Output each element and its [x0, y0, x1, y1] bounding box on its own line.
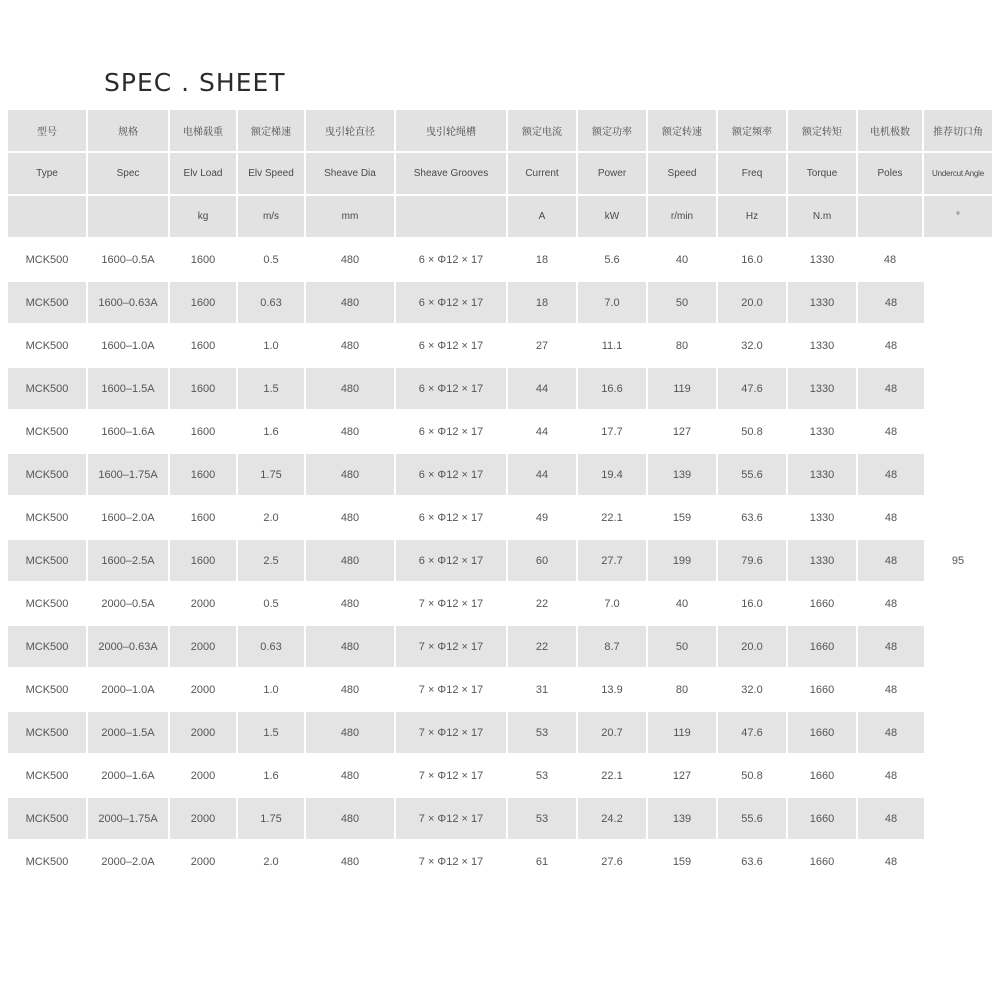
table-cell: MCK500	[8, 411, 88, 454]
table-cell: 2000	[170, 669, 238, 712]
table-cell: 60	[508, 540, 578, 583]
table-cell: 2.0	[238, 497, 306, 540]
table-cell: 47.6	[718, 712, 788, 755]
table-row	[8, 282, 992, 325]
table-cell: 2000	[170, 841, 238, 884]
table-cell: MCK500	[8, 368, 88, 411]
table-cell: 6 × Φ12 × 17	[396, 454, 508, 497]
table-row	[8, 540, 992, 583]
table-cell: 1600–0.5A	[88, 239, 170, 282]
table-cell: 20.0	[718, 626, 788, 669]
table-cell: 1600	[170, 454, 238, 497]
table-cell: 7 × Φ12 × 17	[396, 626, 508, 669]
header-cell-units	[858, 196, 924, 239]
header-cell-units: kg	[170, 196, 238, 239]
table-cell: 1330	[788, 540, 858, 583]
table-cell: MCK500	[8, 497, 88, 540]
header-cell-units: m/s	[238, 196, 306, 239]
table-cell: 139	[648, 798, 718, 841]
table-cell: 48	[858, 497, 924, 540]
table-cell: 31	[508, 669, 578, 712]
table-cell: 159	[648, 841, 718, 884]
table-cell: 24.2	[578, 798, 648, 841]
table-row	[8, 497, 992, 540]
table-cell: 17.7	[578, 411, 648, 454]
table-cell: 480	[306, 626, 396, 669]
header-cell-zh: 额定转速	[648, 110, 718, 153]
table-cell: 22.1	[578, 497, 648, 540]
table-cell: 79.6	[718, 540, 788, 583]
header-cell-units: °	[924, 196, 992, 239]
table-cell: 13.9	[578, 669, 648, 712]
table-cell: 48	[858, 669, 924, 712]
table-cell: 2000–1.75A	[88, 798, 170, 841]
table-cell: 0.5	[238, 239, 306, 282]
table-cell: 27	[508, 325, 578, 368]
header-cell-zh: 曳引轮直径	[306, 110, 396, 153]
table-cell: 480	[306, 239, 396, 282]
table-cell: 1600	[170, 239, 238, 282]
table-cell: MCK500	[8, 454, 88, 497]
table-cell: 1.5	[238, 368, 306, 411]
table-cell: 48	[858, 239, 924, 282]
header-cell-en: Elv Speed	[238, 153, 306, 196]
table-cell: 1660	[788, 712, 858, 755]
spec-table	[8, 110, 992, 884]
table-cell: 7 × Φ12 × 17	[396, 841, 508, 884]
table-cell: 50.8	[718, 755, 788, 798]
table-cell: 22.1	[578, 755, 648, 798]
table-cell: 48	[858, 368, 924, 411]
table-cell: 6 × Φ12 × 17	[396, 540, 508, 583]
table-cell: 480	[306, 411, 396, 454]
table-cell: 6 × Φ12 × 17	[396, 282, 508, 325]
table-cell: 480	[306, 798, 396, 841]
header-cell-zh: 电梯载重	[170, 110, 238, 153]
table-cell: 40	[648, 239, 718, 282]
table-cell: 44	[508, 411, 578, 454]
table-cell: 48	[858, 325, 924, 368]
table-cell: 22	[508, 583, 578, 626]
table-cell: 2000–0.63A	[88, 626, 170, 669]
header-cell-units	[8, 196, 88, 239]
table-cell: 20.7	[578, 712, 648, 755]
table-cell: 1330	[788, 497, 858, 540]
table-cell: 1600	[170, 325, 238, 368]
table-cell: MCK500	[8, 798, 88, 841]
header-cell-en: Torque	[788, 153, 858, 196]
table-cell: 6 × Φ12 × 17	[396, 497, 508, 540]
table-cell: 480	[306, 669, 396, 712]
table-cell: 32.0	[718, 669, 788, 712]
header-cell-en: Poles	[858, 153, 924, 196]
table-cell: 2000–1.6A	[88, 755, 170, 798]
table-cell: 1660	[788, 583, 858, 626]
header-cell-units: mm	[306, 196, 396, 239]
table-cell: 27.6	[578, 841, 648, 884]
table-cell: 6 × Φ12 × 17	[396, 239, 508, 282]
table-cell: 1600	[170, 282, 238, 325]
table-cell: 48	[858, 755, 924, 798]
table-cell: 7.0	[578, 282, 648, 325]
table-cell: 7 × Φ12 × 17	[396, 755, 508, 798]
table-cell: 7 × Φ12 × 17	[396, 583, 508, 626]
table-cell: 480	[306, 368, 396, 411]
table-row	[8, 841, 992, 884]
table-cell: 1.75	[238, 798, 306, 841]
table-row	[8, 583, 992, 626]
page-title: SPEC . SHEET	[104, 68, 286, 97]
table-cell: 2000–1.0A	[88, 669, 170, 712]
table-cell: 2.5	[238, 540, 306, 583]
table-cell: 480	[306, 325, 396, 368]
table-cell: 480	[306, 454, 396, 497]
header-cell-en: Power	[578, 153, 648, 196]
table-cell: 50.8	[718, 411, 788, 454]
table-cell: 19.4	[578, 454, 648, 497]
table-row	[8, 626, 992, 669]
table-cell: 2000–1.5A	[88, 712, 170, 755]
table-cell: 44	[508, 454, 578, 497]
table-cell: 48	[858, 540, 924, 583]
table-cell: 1600	[170, 411, 238, 454]
table-cell: 44	[508, 368, 578, 411]
table-cell: MCK500	[8, 626, 88, 669]
table-cell: 1330	[788, 325, 858, 368]
table-cell: 18	[508, 239, 578, 282]
table-row	[8, 239, 992, 282]
table-cell: 47.6	[718, 368, 788, 411]
table-row	[8, 755, 992, 798]
table-cell: 80	[648, 669, 718, 712]
table-row	[8, 798, 992, 841]
table-cell: 2000	[170, 798, 238, 841]
table-cell: MCK500	[8, 669, 88, 712]
header-cell-units: A	[508, 196, 578, 239]
header-cell-units: N.m	[788, 196, 858, 239]
table-cell: 1600–1.5A	[88, 368, 170, 411]
header-row-chinese	[8, 110, 992, 153]
table-cell: 50	[648, 626, 718, 669]
header-cell-zh: 规格	[88, 110, 170, 153]
header-cell-zh: 额定梯速	[238, 110, 306, 153]
header-row-english	[8, 153, 992, 196]
table-cell: 480	[306, 540, 396, 583]
table-cell: 6 × Φ12 × 17	[396, 325, 508, 368]
table-cell: 1660	[788, 669, 858, 712]
table-cell: 199	[648, 540, 718, 583]
table-cell: 40	[648, 583, 718, 626]
table-cell: 1600	[170, 497, 238, 540]
table-cell: 63.6	[718, 841, 788, 884]
table-cell: MCK500	[8, 583, 88, 626]
table-cell: 1.6	[238, 755, 306, 798]
table-cell: 48	[858, 282, 924, 325]
table-cell: 1.0	[238, 325, 306, 368]
table-cell: 1600–1.75A	[88, 454, 170, 497]
table-cell: 119	[648, 712, 718, 755]
table-cell: 1600–1.6A	[88, 411, 170, 454]
table-cell: 20.0	[718, 282, 788, 325]
table-cell: MCK500	[8, 712, 88, 755]
header-cell-en: Freq	[718, 153, 788, 196]
header-cell-zh: 曳引轮绳槽	[396, 110, 508, 153]
table-cell: 27.7	[578, 540, 648, 583]
table-cell: 2000	[170, 712, 238, 755]
table-cell: 16.0	[718, 583, 788, 626]
header-cell-units: kW	[578, 196, 648, 239]
table-cell: 48	[858, 583, 924, 626]
table-cell: 50	[648, 282, 718, 325]
table-cell: 1600–1.0A	[88, 325, 170, 368]
table-cell: 53	[508, 712, 578, 755]
header-cell-units: r/min	[648, 196, 718, 239]
table-cell: 8.7	[578, 626, 648, 669]
header-cell-units: Hz	[718, 196, 788, 239]
table-cell: 48	[858, 798, 924, 841]
table-cell: 48	[858, 626, 924, 669]
table-cell: 49	[508, 497, 578, 540]
table-cell: 480	[306, 583, 396, 626]
table-row	[8, 669, 992, 712]
header-cell-en: Spec	[88, 153, 170, 196]
table-cell: 1660	[788, 798, 858, 841]
table-cell: MCK500	[8, 325, 88, 368]
header-row-units	[8, 196, 992, 239]
table-cell: 48	[858, 841, 924, 884]
header-cell-zh: 推荐切口角	[924, 110, 992, 153]
header-cell-units	[88, 196, 170, 239]
header-cell-en: Sheave Dia	[306, 153, 396, 196]
table-cell: 2000	[170, 626, 238, 669]
header-cell-zh: 额定转矩	[788, 110, 858, 153]
table-cell: 55.6	[718, 454, 788, 497]
table-cell: 1330	[788, 282, 858, 325]
table-cell: 6 × Φ12 × 17	[396, 411, 508, 454]
table-cell: 61	[508, 841, 578, 884]
table-cell: 2000	[170, 583, 238, 626]
table-cell: 2.0	[238, 841, 306, 884]
table-cell: 127	[648, 411, 718, 454]
table-cell: MCK500	[8, 239, 88, 282]
header-cell-zh: 额定电流	[508, 110, 578, 153]
table-cell: 48	[858, 454, 924, 497]
table-cell: 18	[508, 282, 578, 325]
table-cell: 48	[858, 712, 924, 755]
table-cell: 16.6	[578, 368, 648, 411]
table-cell: 1330	[788, 239, 858, 282]
table-cell: 6 × Φ12 × 17	[396, 368, 508, 411]
table-cell: 63.6	[718, 497, 788, 540]
table-cell: 480	[306, 755, 396, 798]
table-row	[8, 454, 992, 497]
table-cell: 0.63	[238, 282, 306, 325]
table-cell: 1600	[170, 368, 238, 411]
table-cell: 1330	[788, 454, 858, 497]
table-cell: 1660	[788, 755, 858, 798]
table-row	[8, 325, 992, 368]
table-cell: 22	[508, 626, 578, 669]
table-cell: 1600–2.5A	[88, 540, 170, 583]
table-cell: 16.0	[718, 239, 788, 282]
header-cell-en: Speed	[648, 153, 718, 196]
table-cell: 7.0	[578, 583, 648, 626]
table-cell: 0.5	[238, 583, 306, 626]
table-cell: 48	[858, 411, 924, 454]
table-cell: 480	[306, 282, 396, 325]
table-cell: 53	[508, 798, 578, 841]
table-cell: 53	[508, 755, 578, 798]
table-cell: 7 × Φ12 × 17	[396, 712, 508, 755]
table-cell: 7 × Φ12 × 17	[396, 669, 508, 712]
table-cell: 2000–2.0A	[88, 841, 170, 884]
table-row	[8, 712, 992, 755]
table-cell: 1.5	[238, 712, 306, 755]
header-cell-zh: 额定频率	[718, 110, 788, 153]
header-cell-units	[396, 196, 508, 239]
table-row	[8, 368, 992, 411]
table-cell: 480	[306, 841, 396, 884]
table-cell: MCK500	[8, 282, 88, 325]
table-cell: 1660	[788, 841, 858, 884]
table-cell: 1660	[788, 626, 858, 669]
table-cell: 80	[648, 325, 718, 368]
table-cell: 480	[306, 712, 396, 755]
header-cell-zh: 电机极数	[858, 110, 924, 153]
table-cell: 159	[648, 497, 718, 540]
table-cell: 1600–2.0A	[88, 497, 170, 540]
table-row	[8, 411, 992, 454]
table-cell: 55.6	[718, 798, 788, 841]
table-cell: 127	[648, 755, 718, 798]
header-cell-en: Sheave Grooves	[396, 153, 508, 196]
header-cell-en: Undercut Angle	[924, 153, 992, 196]
table-cell: 1.6	[238, 411, 306, 454]
header-cell-zh: 额定功率	[578, 110, 648, 153]
table-cell: MCK500	[8, 755, 88, 798]
table-cell: 7 × Φ12 × 17	[396, 798, 508, 841]
table-cell: 5.6	[578, 239, 648, 282]
header-cell-zh: 型号	[8, 110, 88, 153]
header-cell-en: Current	[508, 153, 578, 196]
table-cell: 2000	[170, 755, 238, 798]
table-cell: 1330	[788, 411, 858, 454]
table-cell: 1.0	[238, 669, 306, 712]
header-cell-en: Elv Load	[170, 153, 238, 196]
table-cell: 2000–0.5A	[88, 583, 170, 626]
table-cell: 32.0	[718, 325, 788, 368]
table-cell: 119	[648, 368, 718, 411]
header-cell-en: Type	[8, 153, 88, 196]
table-cell: MCK500	[8, 841, 88, 884]
table-cell: 1600	[170, 540, 238, 583]
table-cell: 480	[306, 497, 396, 540]
table-cell: 0.63	[238, 626, 306, 669]
table-cell: MCK500	[8, 540, 88, 583]
table-cell: 1330	[788, 368, 858, 411]
table-cell: 11.1	[578, 325, 648, 368]
table-cell: 1.75	[238, 454, 306, 497]
undercut-angle-cell: 95	[924, 239, 992, 884]
table-cell: 139	[648, 454, 718, 497]
table-cell: 1600–0.63A	[88, 282, 170, 325]
